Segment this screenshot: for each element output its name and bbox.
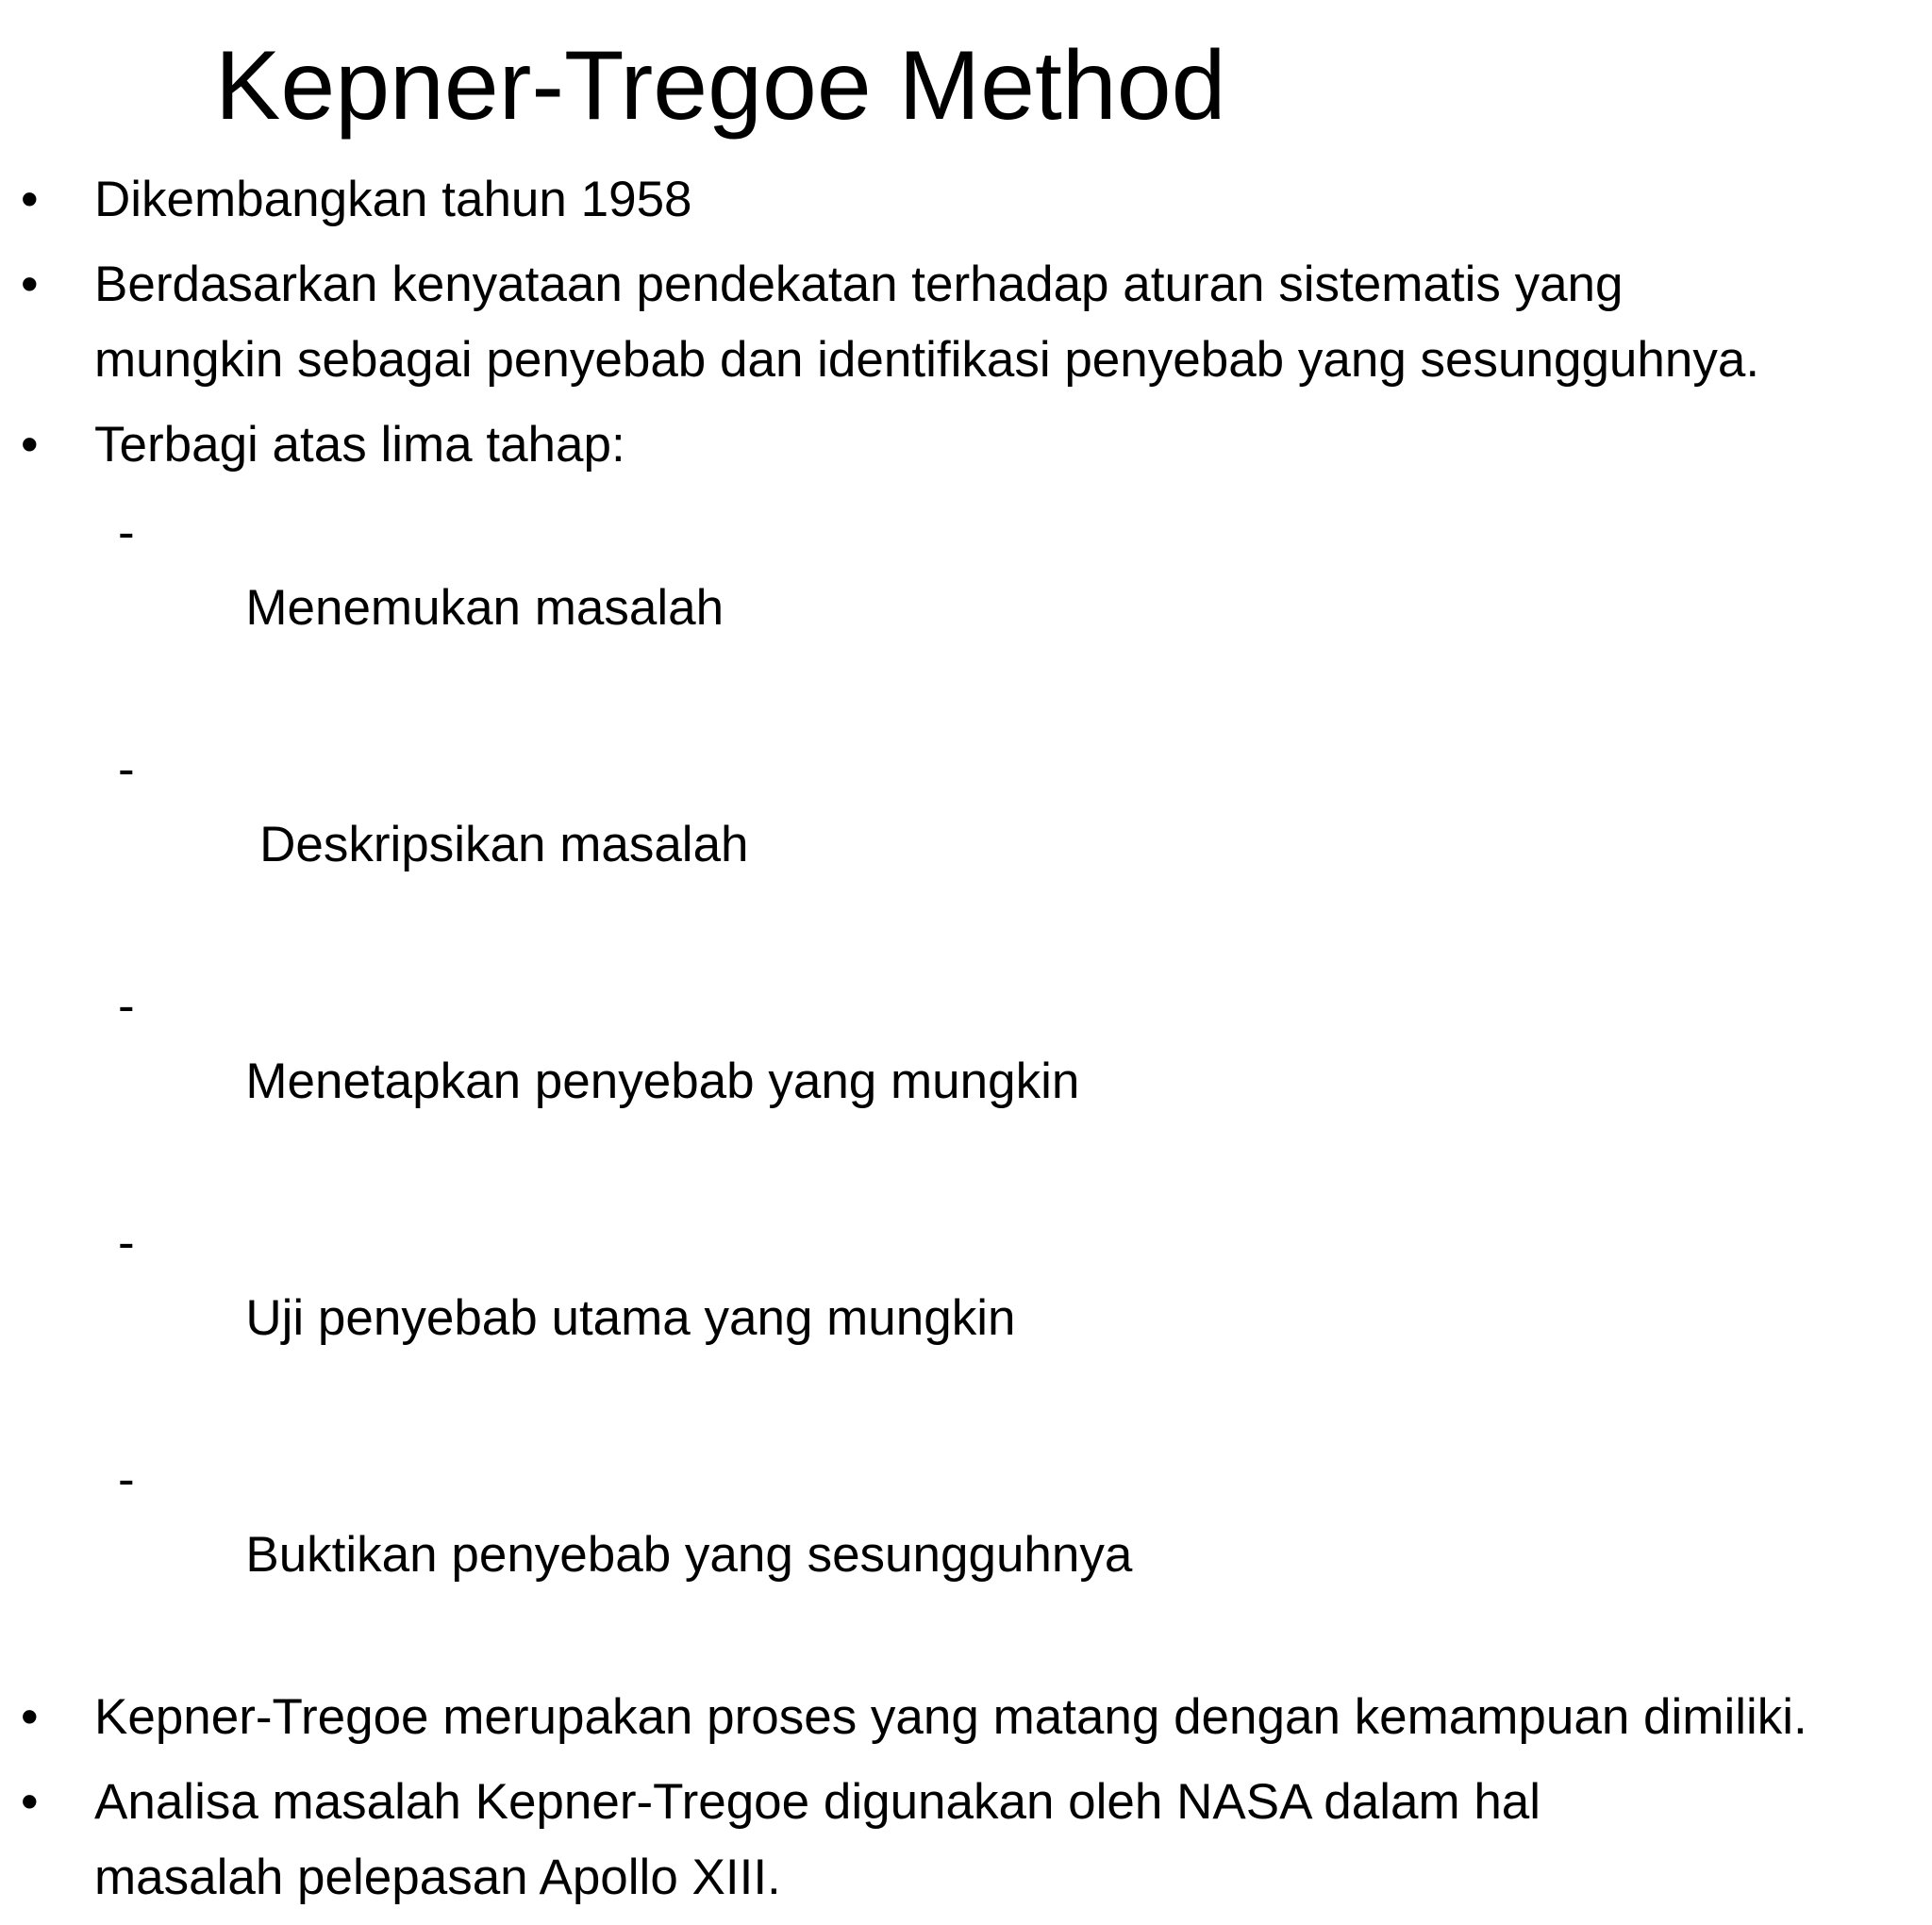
dash-icon: - [118, 741, 135, 797]
bullet-item [0, 1680, 1887, 1755]
bullet-icon: • [21, 257, 39, 312]
bullet-icon: • [21, 1774, 39, 1830]
slide-title: Kepner-Tregoe Method [215, 31, 1226, 141]
sub-item [0, 969, 1887, 1195]
sub-item [0, 495, 1887, 722]
bullet-text: Dikembangkan tahun 1958 [94, 172, 692, 227]
sub-item [0, 1205, 1887, 1432]
bullet-icon: • [21, 1689, 39, 1745]
sub-item-text: Deskripsikan masalah [245, 817, 749, 872]
sub-item [0, 1442, 1887, 1668]
dash-icon: - [118, 1215, 135, 1270]
bullet-list [0, 162, 1887, 1925]
sub-item-text: Buktikan penyebab yang sesungguhnya [245, 1527, 1133, 1583]
sub-item-text: Menetapkan penyebab yang mungkin [245, 1054, 1080, 1109]
bullet-text: Terbagi atas lima tahap: [94, 417, 625, 473]
bullet-text: Berdasarkan kenyataan pendekatan terhadap aturan sistematis yang mungkin sebagai penyebab dan identifikasi penyebab yang sesungguhnya. [94, 257, 1760, 388]
bullet-item [0, 162, 1887, 238]
bullet-text: Kepner-Tregoe merupakan proses yang matang dengan kemampuan dimiliki. [94, 1689, 1807, 1745]
sub-item [0, 732, 1887, 958]
dash-icon: - [118, 505, 135, 560]
bullet-item [0, 407, 1887, 483]
dash-icon: - [118, 1452, 135, 1507]
bullet-icon: • [21, 172, 39, 227]
sub-item-text: Menemukan masalah [245, 580, 724, 636]
bullet-item [0, 247, 1887, 398]
bullet-text: Analisa masalah Kepner-Tregoe digunakan oleh NASA dalam hal masalah pelepasan Apollo XIII. [94, 1774, 1541, 1905]
bullet-item [0, 1765, 1887, 1916]
dash-icon: - [118, 978, 135, 1034]
bullet-icon: • [21, 417, 39, 473]
sub-item-text: Uji penyebab utama yang mungkin [245, 1290, 1016, 1346]
